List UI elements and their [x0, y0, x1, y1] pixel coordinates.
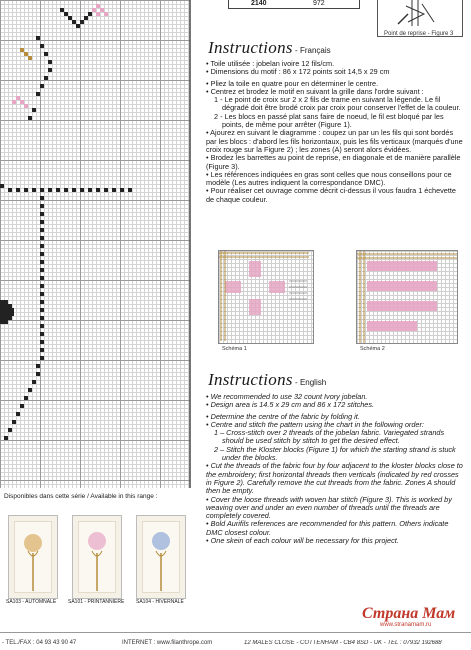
cross-stitch-chart [0, 0, 191, 488]
watermark-logo: Страна Мам [362, 605, 456, 622]
fr-item: • Pliez la toile en quatre pour en déterminer le centre. [206, 78, 379, 88]
range-title: Disponibles dans cette série / Available in this range : [4, 493, 158, 500]
fr-item: 2 - Les blocs en passé plat sans faire de noeud, le fil est bloqué par les points, de même pour arrêter (Figure 1). [214, 111, 444, 130]
fr-item: • Centrez et brodez le motif en suivant la grille dans l'ordre suivant : [206, 86, 424, 96]
en-item: • Determine the centre of the fabric by folding it. [206, 411, 360, 421]
fr-item: • Toile utilisée : jobelan ivoire 12 fils/cm. [206, 59, 335, 68]
en-item: • Bold Aurifils references are recommended for this pattern. Others indicate DMC closest colour. [206, 519, 449, 537]
schema-1-diagram [218, 250, 314, 344]
dmc-number: 972 [313, 0, 325, 7]
en-item: • We recommended to use 32 count Ivory jobelan. [206, 392, 368, 401]
fr-item: • Brodez les barrettes au point de reprise, en diagonale et de manière parallèle (Figure 3). [206, 153, 461, 171]
english-instructions [206, 393, 464, 545]
watermark-url: www.stranamam.ru [380, 622, 432, 628]
en-item: • Design area is 14.5 x 29 cm and 86 x 172 stitches. [206, 400, 375, 410]
en-item: • Centre and stitch the pattern using the chart in the following order: [206, 419, 424, 429]
product-label: SA101 - PRINTANNIERE [68, 599, 125, 605]
woven-bar-illustration [378, 0, 462, 30]
fr-item: • Ajourez en suivant le diagramme : coupez un par un les fils qui sont bordés par les blocs : d'abord les fils horizontaux, puis les fils verticaux (marqués d'une croix rouge sur la Figure 2) ; les zones (A) seront alors évidées. [206, 128, 463, 154]
product-label: SA104 - HIVERNALE [136, 599, 184, 605]
footer-address: 12 MALES CLOSE - COTTENHAM - CB4 8SD - UK - TEL : 07932 192688 [244, 640, 442, 646]
footer-divider [0, 632, 471, 633]
schema-2-caption: Schéma 2 [360, 346, 385, 352]
english-heading: Instructions - English [208, 370, 327, 389]
en-item: 2 – Stitch the Kloster blocks (Figure 1) for which the starting strand is stuck under the blocks. [214, 444, 456, 463]
fr-item: 1 - Le point de croix sur 2 x 2 fils de trame en suivant la légende. Le fil dégradé doit être brodé croix par croix pour conserver l'effet de la couleur. [214, 95, 461, 113]
product-label: SA103 - AUTOMNALE [6, 599, 57, 605]
thread-number: 2140 [251, 0, 267, 7]
fr-item: • Pour réaliser cet ouvrage comme décrit ci-dessus il vous faudra 1 échevette de chaque couleur. [206, 186, 456, 204]
schema-1-caption: Schéma 1 [222, 346, 247, 352]
en-item: 1 – Cross-stitch over 2 threads of the jobelan fabric. Variegated strands should be used stitch by stitch to get the desired effect. [214, 428, 445, 446]
fr-item: • Les références indiquées en gras sont celles que nous conseillons pour ce modèle (Les autres indiquent la correspondance DMC). [206, 169, 452, 188]
product-thumbnail-automnale[interactable] [8, 515, 58, 599]
schema-2-diagram [356, 250, 458, 344]
en-item: • One skein of each colour will be necessary for this project. [206, 536, 399, 546]
french-heading: Instructions - Français [208, 38, 331, 57]
chart-motif [0, 0, 190, 488]
product-thumbnail-hivernale[interactable] [136, 515, 186, 599]
color-table-fragment [228, 0, 360, 9]
cut-threads-illustration [357, 251, 457, 343]
portrait-illustration [14, 521, 52, 593]
footer-tel: - TEL./FAX : 04 93 43 90 47 [2, 640, 77, 646]
kloster-blocks-illustration [219, 251, 313, 343]
en-item: • Cover the loose threads with woven bar stitch (Figure 3). This is worked by weaving over and under an even number of threads until the threads are completely covered. [206, 494, 452, 521]
footer-internet[interactable]: INTERNET : www.filanthrope.com [122, 640, 213, 646]
product-thumbnail-printanniere[interactable] [72, 515, 122, 599]
en-item: • Cut the threads of the fabric four by four adjacent to the kloster blocks close to the embroidery; first horizontal threads then verticals (indicated by red crosses in Figure 2). Carefully remove the cut threads from the fabric. Zones A should then be empty. [206, 461, 463, 496]
figure-3-caption: Point de reprise - Figure 3 [384, 31, 454, 37]
french-instructions [206, 60, 464, 204]
portrait-illustration [78, 521, 116, 593]
portrait-illustration [142, 521, 180, 593]
fr-item: • Dimensions du motif : 86 x 172 points soit 14,5 x 29 cm [206, 67, 390, 77]
